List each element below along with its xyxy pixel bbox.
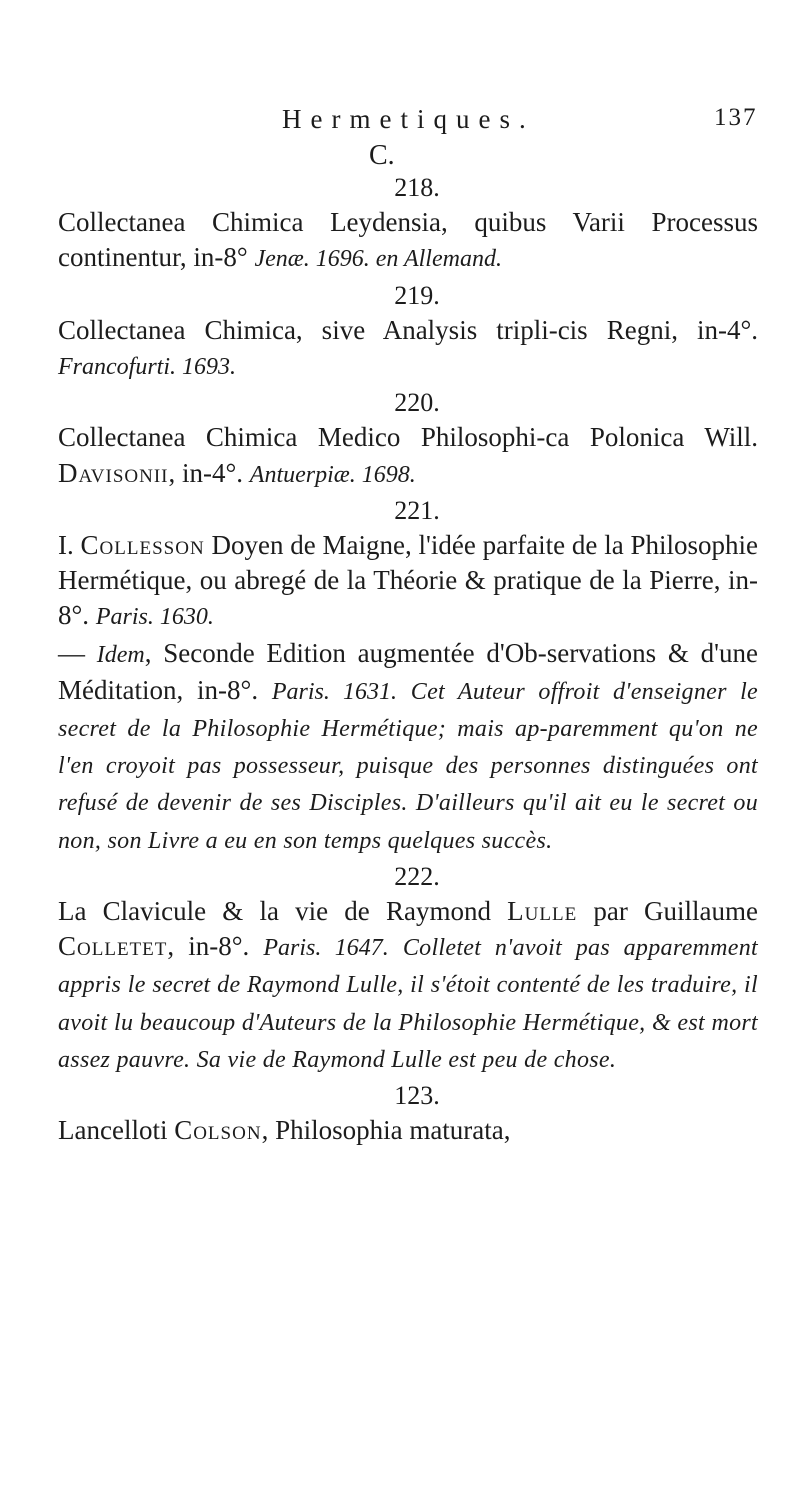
page-body	[58, 170, 758, 1148]
entry	[58, 1113, 758, 1148]
entry-text-after: , in-8°.	[167, 931, 250, 962]
entry-dash: —	[58, 637, 85, 668]
entry-text: La Clavicule & la vie de Raymond	[58, 896, 491, 927]
entry-imprint: Francofurti. 1693.	[58, 354, 236, 381]
entry-text-after: , Philosophia maturata,	[261, 1115, 511, 1146]
page-number: 137	[714, 104, 758, 131]
entry-imprint: Antuerpiæ. 1698.	[249, 461, 416, 488]
entry	[58, 313, 758, 385]
entry	[58, 205, 758, 277]
entry-author: Lulle	[507, 896, 578, 927]
running-title: Hermetiques.	[282, 104, 535, 134]
entry-number: 218.	[394, 173, 440, 202]
entry-author: Colson	[174, 1115, 262, 1146]
entry-imprint: Paris. 1630.	[95, 604, 214, 631]
entry-text-after: , in-4°.	[168, 457, 244, 488]
entry-imprint: Paris. 1647.	[263, 935, 389, 962]
entry-text: Collectanea Chimica Leydensia, quibus Varii Processus continentur, in-8°	[58, 207, 758, 273]
entry-author: Davisonii	[58, 457, 169, 488]
entry-imprint-second: Paris. 1631.	[271, 678, 397, 705]
entry-text: Collectanea Chimica Medico Philosophi-ca Polonica Will.	[58, 422, 758, 453]
entry	[58, 528, 758, 859]
entry-number: 220.	[394, 388, 440, 418]
entry-author-second: Colletet	[58, 931, 168, 962]
entry-text-mid: par Guillaume	[593, 896, 759, 927]
entry-imprint: Jenæ. 1696. en Allemand.	[254, 246, 502, 273]
entry-initial: I.	[58, 530, 74, 561]
entry-author: Collesson	[80, 530, 205, 561]
entry-text-second: , Seconde Edition augmentée d'Ob-servations & d'une Méditation, in-8°.	[58, 637, 759, 705]
entry	[58, 420, 758, 492]
entry-text: Doyen de Maigne, l'idée parfaite de la Philosophie Hermétique, ou abregé de la Théorie & pratique de la Pierre, in-8°.	[58, 530, 758, 631]
signature-mark: C.	[369, 140, 395, 171]
running-head	[0, 104, 800, 138]
entry-idem: Idem	[96, 641, 145, 668]
entry-note: Cet Auteur offroit d'enseigner le secret de la Philosophie Hermétique; mais ap-paremment qu'on ne l'en croyoit pas possesseur, puisque des personnes distinguées ont refusé de devenir de ses Disciples. D'ailleurs qu'il ait eu le secret ou non, son Livre a eu en son temps quelques succès.	[58, 678, 759, 854]
entry-text: Lancelloti	[58, 1115, 168, 1146]
entry-note: Colletet n'avoit pas apparemment appris le secret de Raymond Lulle, il s'étoit contenté de les traduire, il avoit lu beaucoup d'Auteurs de la Philosophie Hermétique, & est mort assez pauvre. Sa vie de Raymond Lulle est peu de chose.	[58, 935, 759, 1073]
entry-number: 222.	[394, 861, 440, 891]
entry-number: 221.	[394, 495, 440, 525]
entry-number: 219.	[394, 280, 440, 310]
entry-text: Collectanea Chimica, sive Analysis tripli-cis Regni, in-4°.	[58, 314, 758, 345]
entry	[58, 894, 758, 1078]
entry-number: 123.	[394, 1081, 440, 1111]
